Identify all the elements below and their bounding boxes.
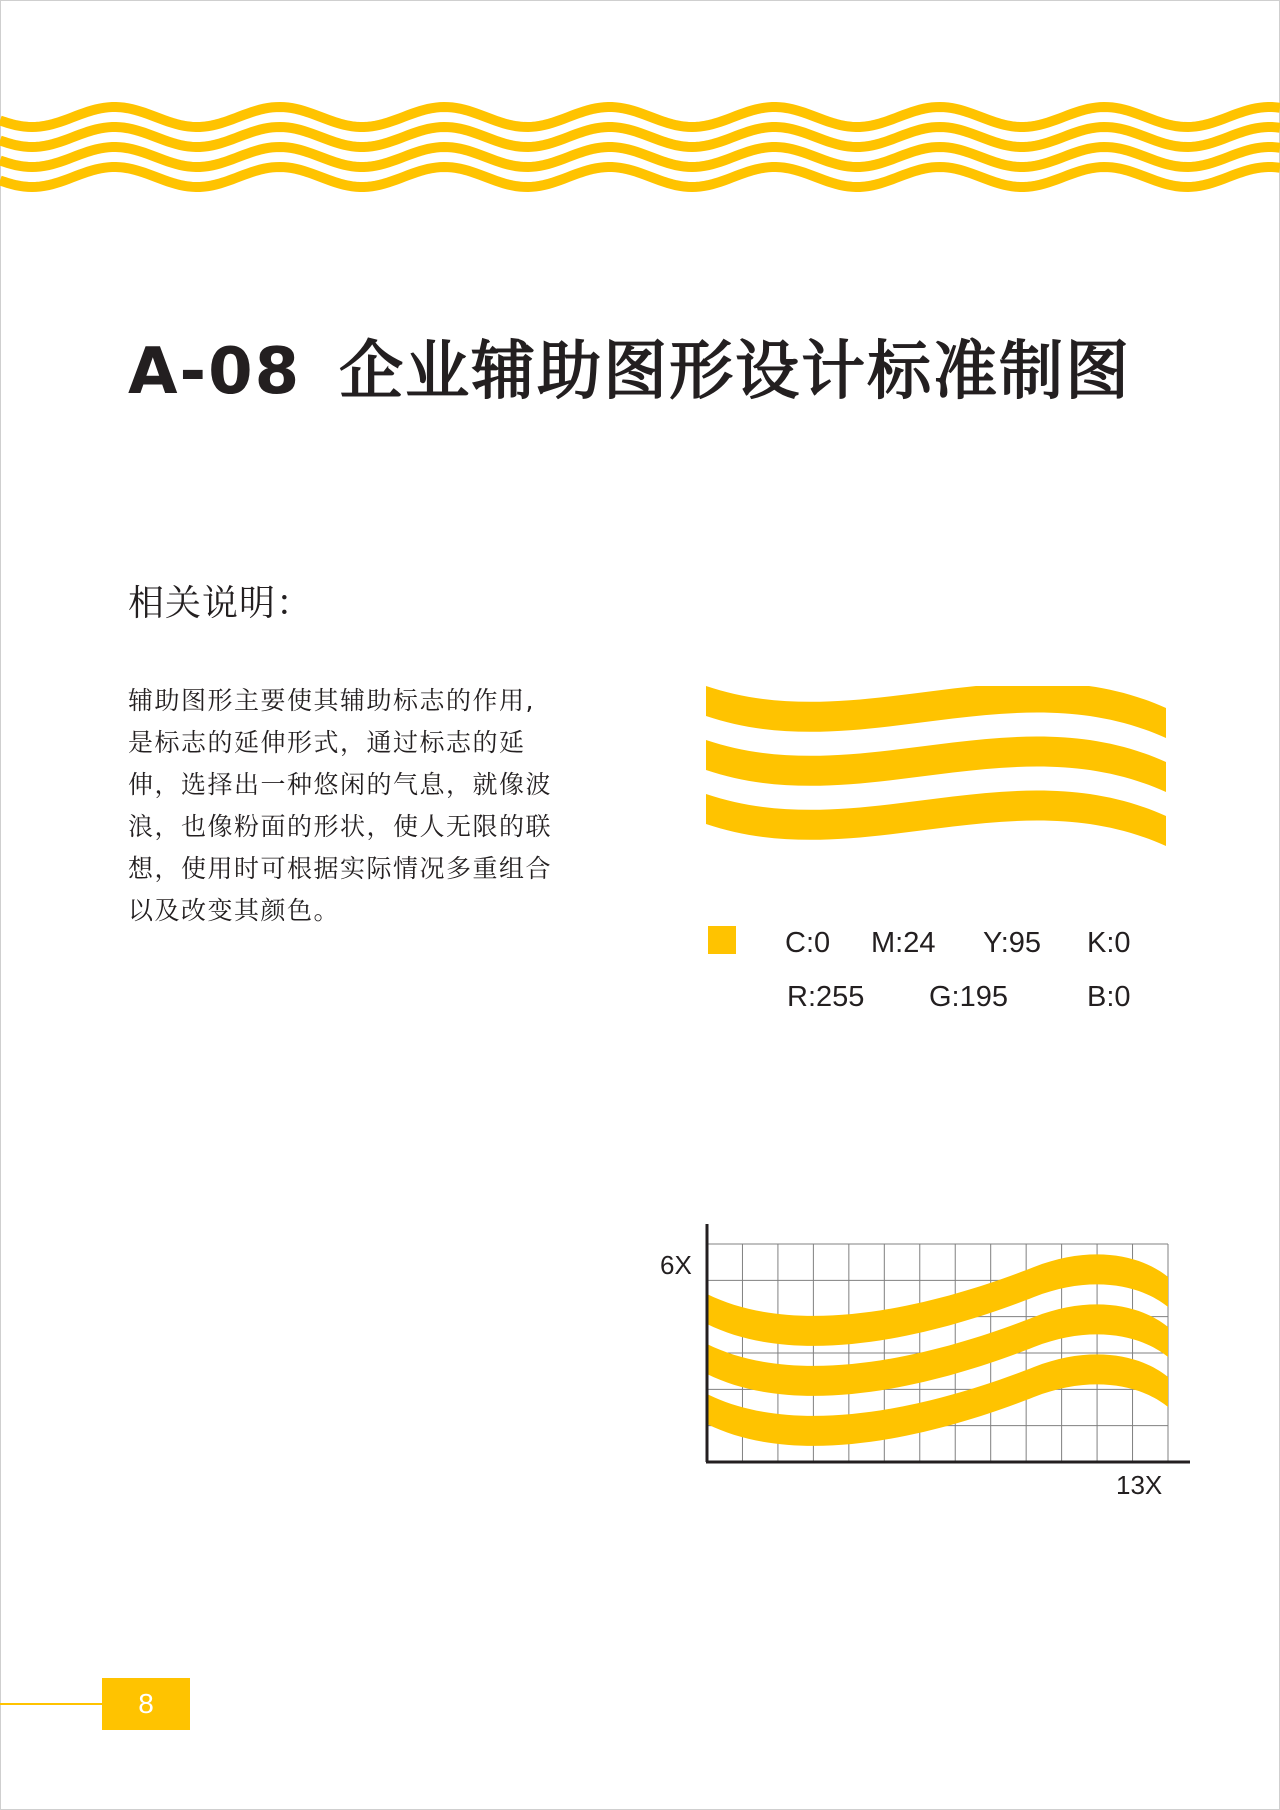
- x-axis-label: 13X: [1116, 1470, 1163, 1500]
- color-swatch: [708, 926, 736, 954]
- y-axis-label: 6X: [660, 1250, 692, 1280]
- cmyk-c-value: C:0: [785, 927, 831, 959]
- rgb-b-value: B:0: [1087, 981, 1131, 1013]
- description-line: 伸，选择出一种悠闲的气息，就像波: [128, 770, 553, 799]
- cmyk-y-value: Y:95: [983, 927, 1042, 959]
- rgb-r-value: R:255: [787, 981, 865, 1013]
- section-heading: 相关说明：: [128, 583, 314, 624]
- cmyk-m-value: M:24: [871, 927, 936, 959]
- page-number-rule: [0, 1703, 102, 1705]
- description-line: 浪，也像粉面的形状，使人无限的联: [128, 812, 553, 841]
- auxiliary-graphic-wave: [706, 686, 1170, 880]
- wave-band: [706, 686, 1166, 738]
- description-line: 以及改变其颜色。: [128, 896, 341, 925]
- description-line: 是标志的延伸形式，通过标志的延: [128, 728, 526, 757]
- grid-construction-diagram: [700, 1222, 1192, 1486]
- wave-band: [706, 791, 1166, 846]
- description-line: 想，使用时可根据实际情况多重组合: [128, 854, 553, 883]
- page-title: [128, 335, 1132, 409]
- page-number: 8: [102, 1678, 190, 1730]
- description-text: [128, 680, 648, 932]
- rgb-g-value: G:195: [929, 981, 1008, 1013]
- title-code: A-08: [128, 335, 302, 409]
- wave-band: [706, 737, 1166, 792]
- decorative-wave-header: [0, 100, 1280, 200]
- cmyk-k-value: K:0: [1087, 927, 1131, 959]
- description-line: 辅助图形主要使其辅助标志的作用,: [128, 686, 535, 715]
- title-text: 企业辅助图形设计标准制图: [339, 335, 1132, 409]
